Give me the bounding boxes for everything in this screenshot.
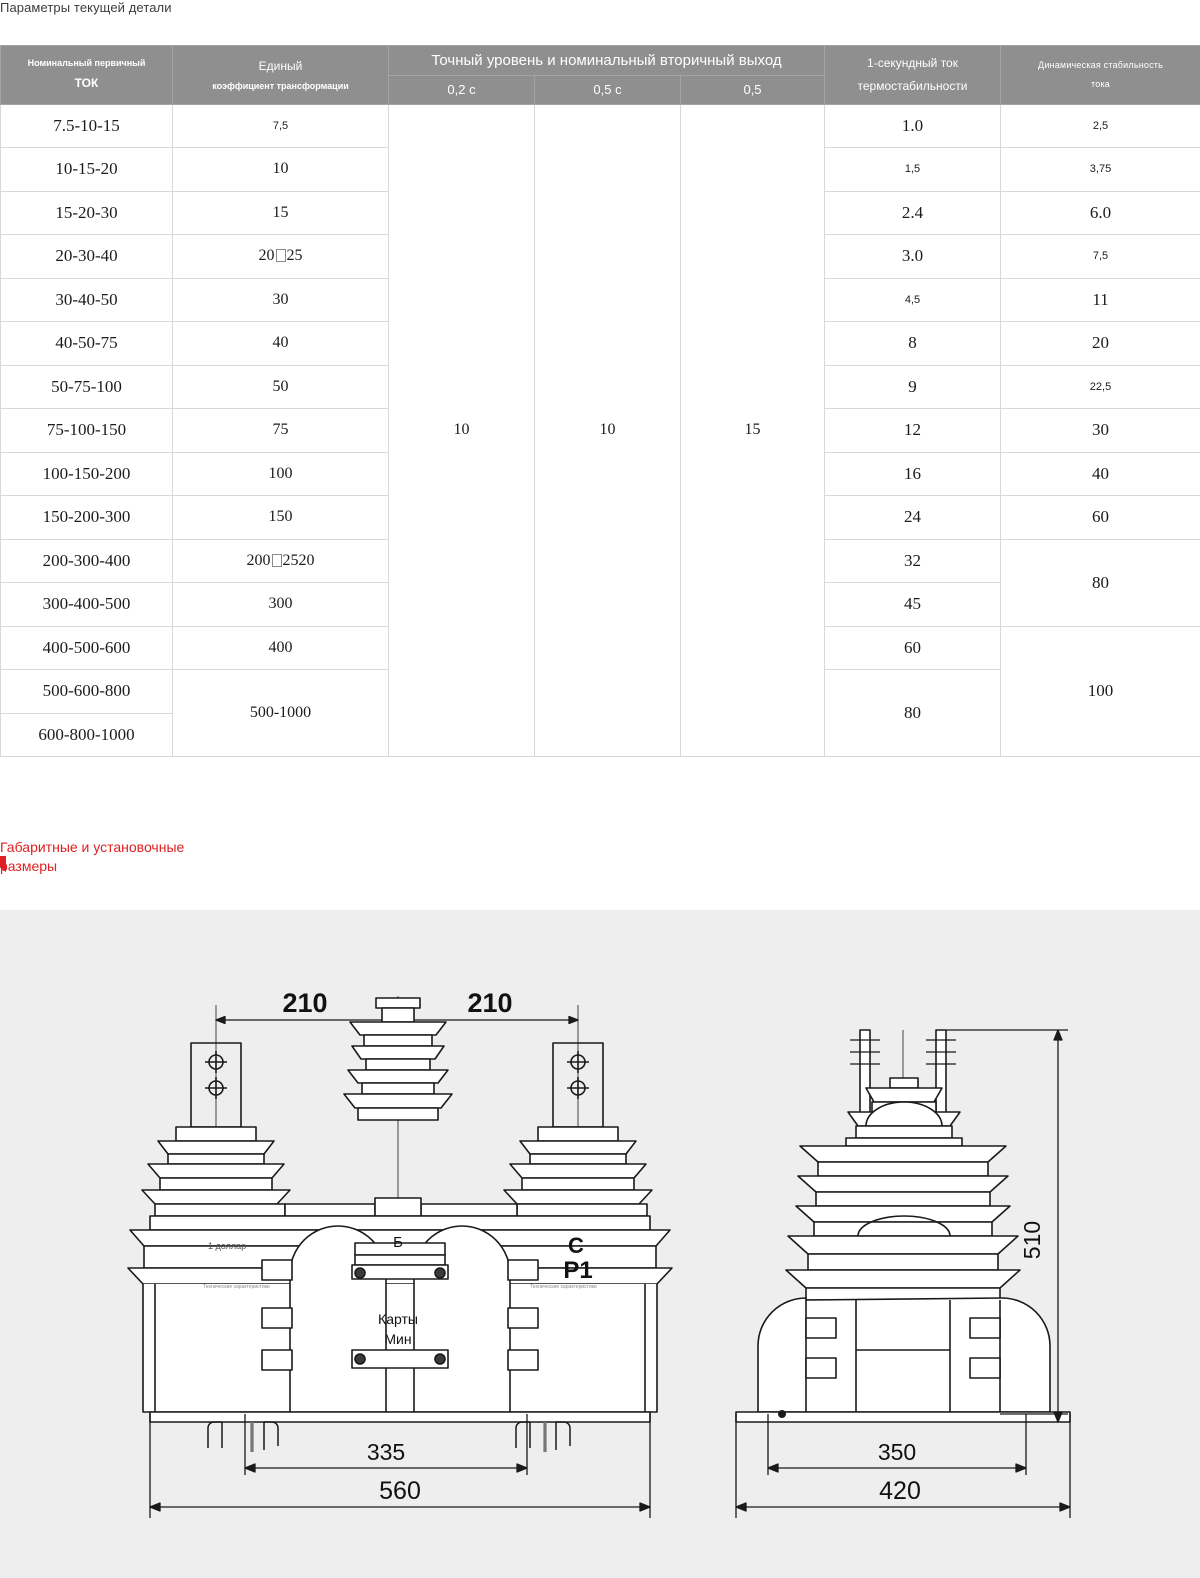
cell-primary-current: 50-75-100 <box>1 365 173 409</box>
header-primary-current <box>1 46 173 105</box>
cell-primary-current: 600-800-1000 <box>1 713 173 757</box>
dim-label-210-left: 210 <box>282 988 328 1018</box>
drawing-label-center-line2: Мин <box>384 1331 412 1347</box>
drawing-label-center-line1: Карты <box>378 1311 418 1327</box>
header-thermal-line1: 1-секундный ток <box>867 56 958 70</box>
spec-table-container <box>0 45 1200 757</box>
cell-thermal-current: 2.4 <box>825 191 1001 235</box>
page-caption: Параметры текущей детали <box>0 0 172 15</box>
header-dynamic-line2: тока <box>1091 78 1110 89</box>
cell-thermal-current: 32 <box>825 539 1001 583</box>
header-accuracy-02: 0,2 с <box>389 76 535 104</box>
header-dynamic <box>1001 46 1200 105</box>
table-header <box>1 46 1200 105</box>
header-accuracy-05: 0,5 <box>681 76 825 104</box>
header-thermal-line2: термостабильности <box>857 78 968 93</box>
cell-primary-current: 100-150-200 <box>1 452 173 496</box>
cell-ratio: 400 <box>173 626 389 670</box>
header-primary-current-line2: ТОК <box>74 75 99 90</box>
header-ratio-line2: коэффициент трансформации <box>212 80 349 91</box>
cell-primary-current: 400-500-600 <box>1 626 173 670</box>
cell-dynamic-stability: 80 <box>1001 539 1200 626</box>
cell-ratio: 7,5 <box>173 104 389 148</box>
missing-glyph-box <box>272 554 282 567</box>
cell-dynamic-stability: 30 <box>1001 409 1200 453</box>
cell-primary-current: 300-400-500 <box>1 583 173 627</box>
cell-thermal-current: 80 <box>825 670 1001 757</box>
header-primary-current-line1: Номинальный первичный <box>27 57 146 68</box>
missing-glyph-box <box>276 249 286 262</box>
dim-label-350: 350 <box>877 1439 917 1465</box>
cell-dynamic-stability: 6.0 <box>1001 191 1200 235</box>
table-body <box>1 104 1200 757</box>
cell-ratio: 300 <box>173 583 389 627</box>
dimension-drawing-panel <box>0 910 1200 1578</box>
dim-label-420: 420 <box>879 1477 921 1505</box>
cell-primary-current: 30-40-50 <box>1 278 173 322</box>
cell-thermal-current: 4,5 <box>825 278 1001 322</box>
cell-ratio: 50 <box>173 365 389 409</box>
cell-thermal-current: 3.0 <box>825 235 1001 279</box>
drawing-label-right-p1: Р1 <box>563 1257 593 1284</box>
cell-dynamic-stability: 3,75 <box>1001 148 1200 192</box>
cell-dynamic-stability: 100 <box>1001 626 1200 757</box>
cell-dynamic-stability: 11 <box>1001 278 1200 322</box>
cell-primary-current: 200-300-400 <box>1 539 173 583</box>
drawing-tiny-label-right: Технические характеристики <box>530 1284 597 1290</box>
header-thermal <box>825 46 1001 105</box>
spec-table <box>0 45 1200 757</box>
cell-ratio: 75 <box>173 409 389 453</box>
cell-dynamic-stability: 40 <box>1001 452 1200 496</box>
drawing-label-center-b: Б <box>393 1234 403 1251</box>
dim-label-210-right: 210 <box>467 988 513 1018</box>
drawing-label-left-terminal: 1 доллар <box>208 1241 247 1251</box>
cell-dynamic-stability: 60 <box>1001 496 1200 540</box>
drawing-label-right-c: С <box>568 1233 584 1258</box>
cell-ratio: 20 25 <box>173 235 389 279</box>
cell-ratio: 15 <box>173 191 389 235</box>
cell-thermal-current: 9 <box>825 365 1001 409</box>
drawing-tiny-label-left: Технические характеристики <box>203 1284 270 1290</box>
cell-thermal-current: 16 <box>825 452 1001 496</box>
cell-ratio: 100 <box>173 452 389 496</box>
cell-thermal-current: 12 <box>825 409 1001 453</box>
cell-primary-current: 7.5-10-15 <box>1 104 173 148</box>
cell-ratio: 150 <box>173 496 389 540</box>
header-accuracy-05s: 0,5 с <box>535 76 681 104</box>
cell-thermal-current: 45 <box>825 583 1001 627</box>
section-heading-line2: размеры <box>0 858 58 874</box>
cell-dynamic-stability: 7,5 <box>1001 235 1200 279</box>
cell-ratio: 500-1000 <box>173 670 389 757</box>
table-row <box>1 104 1200 148</box>
cell-primary-current: 15-20-30 <box>1 191 173 235</box>
cell-ratio: 40 <box>173 322 389 366</box>
cell-primary-current: 20-30-40 <box>1 235 173 279</box>
cell-thermal-current: 1,5 <box>825 148 1001 192</box>
cell-primary-current: 10-15-20 <box>1 148 173 192</box>
dim-label-510: 510 <box>1019 1220 1045 1260</box>
header-dynamic-line1: Динамическая стабильность <box>1038 59 1163 70</box>
cell-accuracy-05: 15 <box>681 104 825 757</box>
cell-accuracy-05s: 10 <box>535 104 681 757</box>
cell-primary-current: 500-600-800 <box>1 670 173 714</box>
header-ratio-line1: Единый <box>258 58 303 73</box>
cell-dynamic-stability: 20 <box>1001 322 1200 366</box>
cell-thermal-current: 24 <box>825 496 1001 540</box>
header-ratio <box>173 46 389 105</box>
cell-thermal-current: 60 <box>825 626 1001 670</box>
dim-label-560: 560 <box>379 1477 421 1505</box>
cell-thermal-current: 1.0 <box>825 104 1001 148</box>
cell-primary-current: 150-200-300 <box>1 496 173 540</box>
section-heading <box>0 838 260 876</box>
dim-label-335: 335 <box>366 1439 406 1465</box>
cell-primary-current: 40-50-75 <box>1 322 173 366</box>
cell-dynamic-stability: 22,5 <box>1001 365 1200 409</box>
cell-ratio: 10 <box>173 148 389 192</box>
cell-thermal-current: 8 <box>825 322 1001 366</box>
section-heading-line1: Габаритные и установочные <box>0 839 185 855</box>
cell-accuracy-02: 10 <box>389 104 535 757</box>
cell-ratio: 30 <box>173 278 389 322</box>
cell-ratio: 200 2520 <box>173 539 389 583</box>
header-accuracy-group: Точный уровень и номинальный вторичный выход <box>389 46 825 76</box>
cell-primary-current: 75-100-150 <box>1 409 173 453</box>
dimension-drawing <box>0 910 1200 1578</box>
cell-dynamic-stability: 2,5 <box>1001 104 1200 148</box>
